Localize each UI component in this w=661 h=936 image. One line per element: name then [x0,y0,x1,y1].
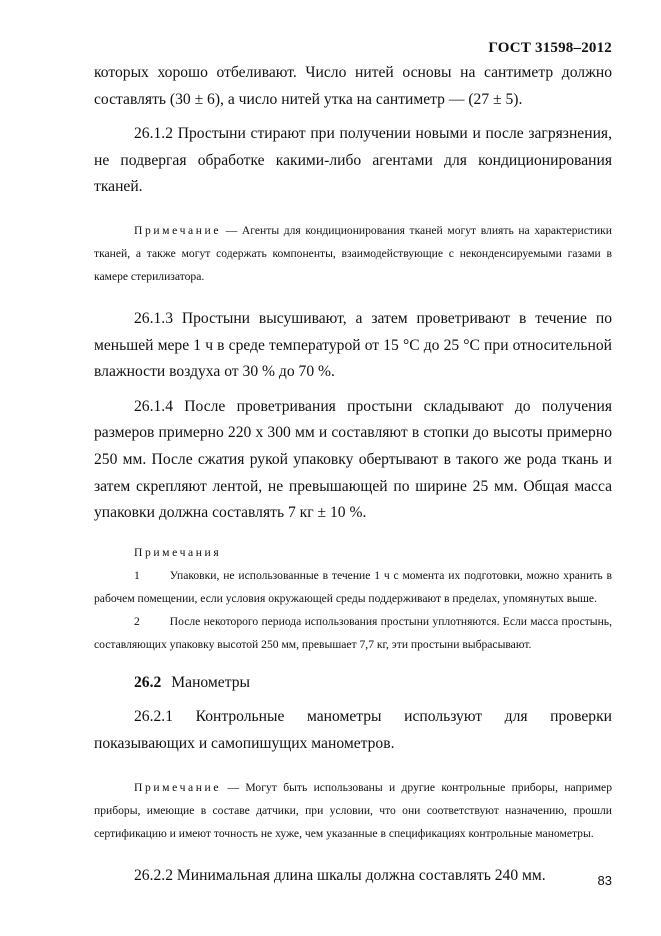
note-conditioning-agents [94,219,612,288]
note-item-1: 1 Упаковки, не использованные в течение 1 ч с момента их подготовки, можно хранить в рабочем помещении, если условия окружающей среды поддерживают в пределах, упомянутых выше. [94,568,612,605]
document-body [94,38,612,889]
paragraph-26-2-1: 26.2.1 Контрольные манометры используют для проверки показывающих и самопишущих манометров. [94,708,612,752]
notes-label: Примечания [134,545,222,559]
paragraph-26-2-2: 26.2.2 Минимальная длина шкалы должна составлять 240 мм. [134,866,546,884]
document-header: ГОСТ 31598–2012 [488,40,612,56]
paragraph-26-1-4: 26.1.4 После проветривания простыни складывают до получения размеров примерно 220 х 300 мм и составляют в стопки до высоты примерно 250 мм. После сжатия рукой упаковку обертывают в такого же рода ткань и затем скрепляют лентой, не превышающей по ширине 25 мм. Общая масса упаковки должна составлять 7 кг ± 10 %. [94,397,612,522]
section-heading-26-2: 26.2 Манометры [134,673,250,691]
page-number: 83 [597,873,612,888]
note-item-2: 2 После некоторого периода использования простыни уплотняются. Если масса простынь, составляющих упаковку высотой 250 мм, превышает 7,7 кг, эти простыни выбрасывают. [94,614,612,651]
paragraph-26-1-2: 26.1.2 Простыни стирают при получении новыми и после загрязнения, не подвергая обработке какими-либо агентами для кондиционирования тканей. [94,125,612,196]
note-text: — Агенты для кондиционирования тканей могут влиять на характеристики тканей, а также могут содержать компоненты, взаимодействующие с неконденсируемыми газами в камере стерилизатора. [94,223,612,283]
note-other-instruments: Примечание — Могут быть использованы и другие контрольные приборы, например приборы, имеющие в составе датчики, при условии, что они соответствуют назначению, прошли сертификацию и имеют точность не хуже, чем указанные в спецификациях контрольные манометры. [94,780,612,840]
paragraph-continuation: которых хорошо отбеливают. Число нитей основы на сантиметр должно составлять (30 ± 6), а число нитей утка на сантиметр — (27 ± 5). [94,64,612,108]
note-label: Примечание [134,223,222,237]
paragraph-26-1-3: 26.1.3 Простыни высушивают, а затем проветривают в течение по меньшей мере 1 ч в среде температурой от 15 °С до 25 °С при относительной влажности воздуха от 30 % до 70 %. [94,309,612,381]
